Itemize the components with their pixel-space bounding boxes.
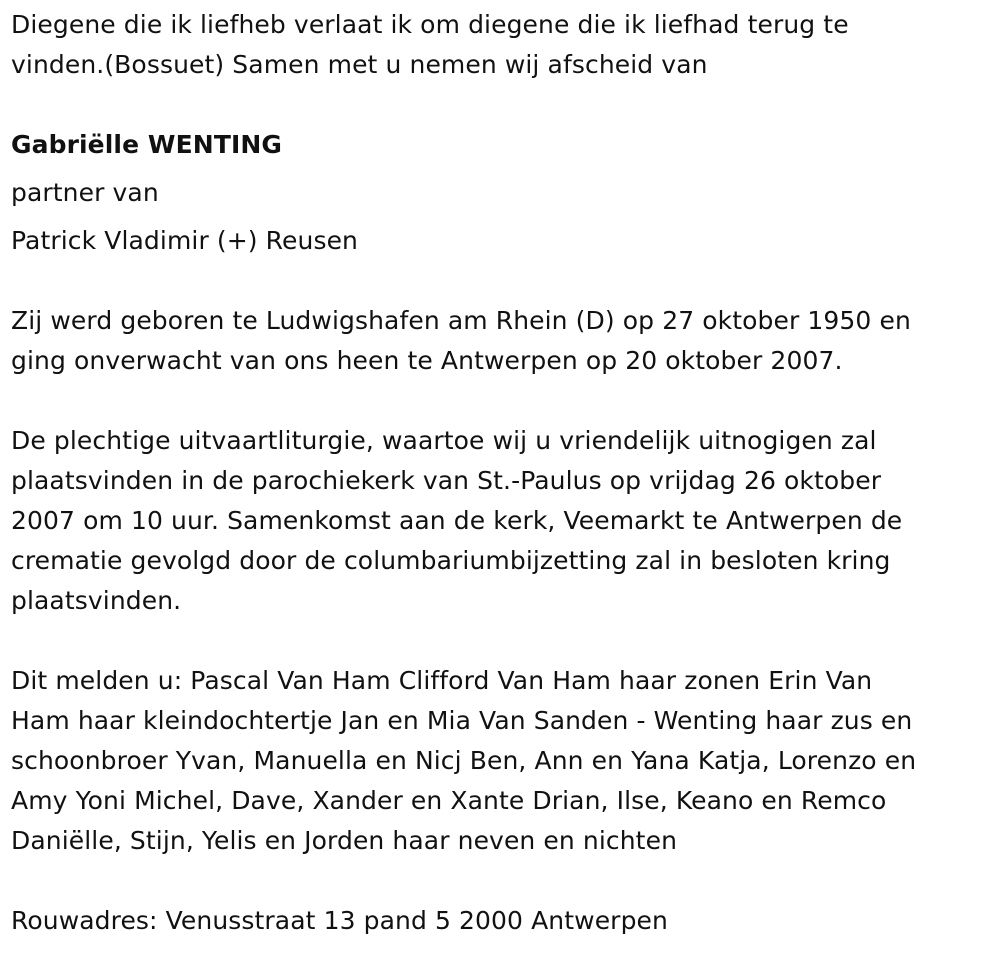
intro-quote <box>11 5 981 85</box>
mourning-address <box>11 901 981 941</box>
family-line-1: Dit melden u: Pascal Van Ham Clifford Van Ham haar zonen Erin Van <box>11 666 873 695</box>
service-line-1: De plechtige uitvaartliturgie, waartoe wij u vriendelijk uitnogigen zal <box>11 426 877 455</box>
service-line-3: 2007 om 10 uur. Samenkomst aan de kerk, Veemarkt te Antwerpen de <box>11 506 903 535</box>
birth-line-2: ging onverwacht van ons heen te Antwerpen op 20 oktober 2007. <box>11 346 843 375</box>
service-paragraph <box>11 421 981 621</box>
birth-line-1: Zij werd geboren te Ludwigshafen am Rhein (D) op 27 oktober 1950 en <box>11 306 911 335</box>
intro-line-1: Diegene die ik liefheb verlaat ik om diegene die ik liefhad terug te <box>11 10 849 39</box>
deceased-name-text: Gabriëlle WENTING <box>11 130 283 159</box>
family-line-4: Amy Yoni Michel, Dave, Xander en Xante Drian, Ilse, Keano en Remco <box>11 786 887 815</box>
service-line-5: plaatsvinden. <box>11 586 182 615</box>
address-text: Rouwadres: Venusstraat 13 pand 5 2000 Antwerpen <box>11 906 668 935</box>
family-paragraph <box>11 661 981 861</box>
relation-text: partner van <box>11 178 159 207</box>
partner-name <box>11 221 981 261</box>
partner-name-text: Patrick Vladimir (+) Reusen <box>11 226 358 255</box>
relation-label <box>11 173 981 213</box>
birth-death-paragraph <box>11 301 981 381</box>
intro-line-2: vinden.(Bossuet) Samen met u nemen wij afscheid van <box>11 50 708 79</box>
deceased-name <box>11 125 981 165</box>
family-line-2: Ham haar kleindochtertje Jan en Mia Van Sanden - Wenting haar zus en <box>11 706 913 735</box>
service-line-4: crematie gevolgd door de columbariumbijzetting zal in besloten kring <box>11 546 891 575</box>
family-line-3: schoonbroer Yvan, Manuella en Nicj Ben, Ann en Yana Katja, Lorenzo en <box>11 746 917 775</box>
service-line-2: plaatsvinden in de parochiekerk van St.-Paulus op vrijdag 26 oktober <box>11 466 882 495</box>
family-line-5: Daniëlle, Stijn, Yelis en Jorden haar neven en nichten <box>11 826 678 855</box>
